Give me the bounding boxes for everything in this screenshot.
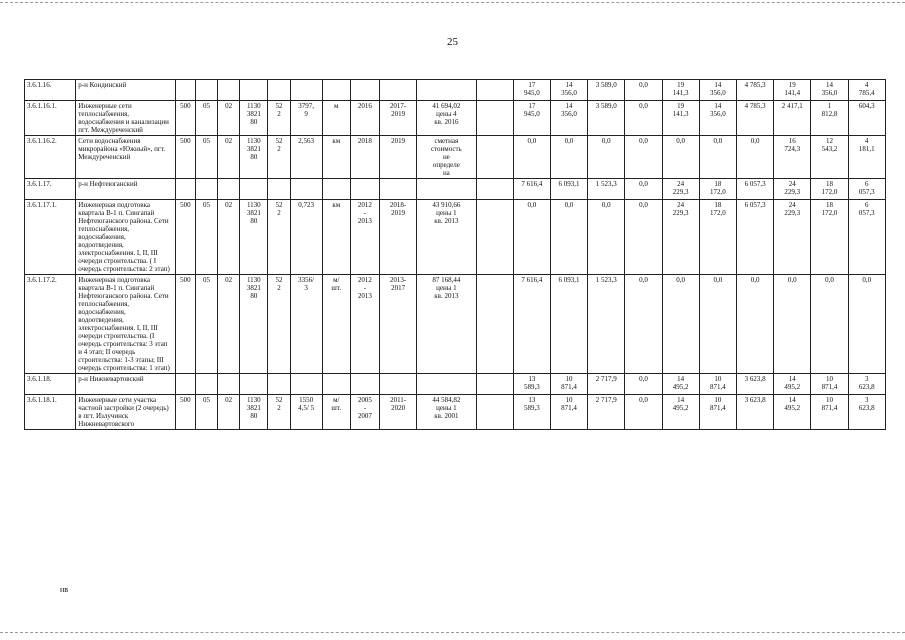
- expense-type-code: 52 2: [268, 395, 290, 430]
- empty-cell: [350, 374, 379, 395]
- row-name: Инженерная подготовка квартала В-1 п. Сингапай Нефтеюганского района. Сети теплоснабжения, водоснабжения, водоотведения, электроснабжения. I, II, III очереди строительства. (I очередь строительства: 3 этап и 4 этап; II очередь строительства: 1-3 этапы; III очередь строительства: 1 этап): [76, 275, 176, 374]
- subsection-code: 02: [218, 136, 240, 179]
- object-row: [25, 275, 886, 374]
- row-code: 3.6.1.18.: [25, 374, 76, 395]
- target-article-code: 1130 3821 80: [240, 395, 268, 430]
- section-code: 05: [195, 200, 217, 275]
- expense-type-code: 52 2: [268, 136, 290, 179]
- empty-cell: [195, 374, 217, 395]
- amount-cell: 10 871,4: [550, 374, 587, 395]
- capacity-value: 0,723: [290, 200, 322, 275]
- amount-cell: 10 871,4: [699, 395, 736, 430]
- empty-cell: [195, 179, 217, 200]
- amount-cell: 3 589,0: [588, 101, 625, 136]
- amount-cell: 0,0: [625, 395, 662, 430]
- budget-table: [24, 79, 886, 430]
- row-name: Инженерные сети теплоснабжения, водоснабжения и канализации пгт. Междуреченский: [76, 101, 176, 136]
- empty-cell: [476, 80, 513, 101]
- amount-cell: 14 495,2: [774, 395, 811, 430]
- amount-cell: 6 093,1: [550, 275, 587, 374]
- amount-cell: 14 356,0: [550, 80, 587, 101]
- chapter-code: 500: [175, 275, 195, 374]
- row-name: р-н Кондинский: [76, 80, 176, 101]
- amount-cell: 0,0: [662, 275, 699, 374]
- empty-cell: [380, 374, 417, 395]
- capacity-unit: м/ шт.: [322, 275, 350, 374]
- estimated-cost: 44 584,82 цены 1 кв. 2001: [417, 395, 476, 430]
- amount-cell: 6 057,3: [848, 179, 885, 200]
- target-article-code: 1130 3821 80: [240, 200, 268, 275]
- row-code: 3.6.1.16.2.: [25, 136, 76, 179]
- capacity-unit: км: [322, 200, 350, 275]
- amount-cell: 1 812,8: [811, 101, 848, 136]
- row-code: 3.6.1.17.1.: [25, 200, 76, 275]
- amount-cell: 3 623,8: [736, 395, 773, 430]
- page-top-edge: [0, 2, 905, 3]
- empty-cell: [417, 179, 476, 200]
- district-row: [25, 179, 886, 200]
- amount-cell: 14 356,0: [699, 101, 736, 136]
- row-name: Сети водоснабжения микрорайона «Южный», пгт. Междуреченский: [76, 136, 176, 179]
- empty-cell: [240, 179, 268, 200]
- page-bottom-edge: [0, 632, 905, 633]
- row-name: р-н Нижневартовский: [76, 374, 176, 395]
- amount-cell: 3 623,8: [848, 374, 885, 395]
- estimated-cost: 43 910,66 цены 1 кв. 2013: [417, 200, 476, 275]
- amount-cell: 10 871,4: [699, 374, 736, 395]
- empty-cell: [218, 80, 240, 101]
- amount-cell: 6 057,3: [736, 200, 773, 275]
- amount-cell: 2 717,9: [588, 395, 625, 430]
- amount-cell: 0,0: [699, 275, 736, 374]
- empty-cell: [175, 374, 195, 395]
- amount-cell: 0,0: [625, 136, 662, 179]
- amount-cell: 13 589,3: [513, 395, 550, 430]
- empty-cell: [322, 80, 350, 101]
- amount-cell: 10 871,4: [550, 395, 587, 430]
- amount-cell: 18 172,0: [811, 200, 848, 275]
- row-code: 3.6.1.18.1.: [25, 395, 76, 430]
- amount-cell: 14 495,2: [662, 374, 699, 395]
- amount-cell: 0,0: [625, 179, 662, 200]
- amount-cell: 604,3: [848, 101, 885, 136]
- empty-cell: [380, 80, 417, 101]
- expense-type-code: 52 2: [268, 200, 290, 275]
- amount-cell: 18 172,0: [699, 200, 736, 275]
- empty-cell: [218, 374, 240, 395]
- amount-cell: 10 871,4: [811, 374, 848, 395]
- construction-period: 2018- 2019: [380, 200, 417, 275]
- construction-period: 2019: [380, 136, 417, 179]
- amount-cell: 14 495,2: [774, 374, 811, 395]
- empty-cell: [268, 374, 290, 395]
- capacity-value: 3356/ 3: [290, 275, 322, 374]
- amount-cell: 3 623,8: [848, 395, 885, 430]
- amount-cell: 0,0: [811, 275, 848, 374]
- amount-cell: 13 589,3: [513, 374, 550, 395]
- capacity-value: 2,563: [290, 136, 322, 179]
- design-year: 2012 - 2013: [350, 200, 379, 275]
- amount-cell: 12 543,2: [811, 136, 848, 179]
- empty-cell: [350, 179, 379, 200]
- empty-cell: [290, 179, 322, 200]
- page-number: 25: [447, 36, 458, 48]
- district-row: [25, 374, 886, 395]
- table-body: [25, 80, 886, 430]
- estimated-cost: 41 694,02 цены 4 кв. 2016: [417, 101, 476, 136]
- row-name: Инженерная подготовка квартала В-1 п. Сингапай Нефтеюганского района. Сети теплоснабжения, водоснабжения, водоотведения, электроснабжения. I, II, III очереди строительства. ( I очередь строительства: 2 этап): [76, 200, 176, 275]
- amount-cell: 17 945,0: [513, 80, 550, 101]
- empty-cell: [322, 179, 350, 200]
- amount-cell: 1 523,3: [588, 275, 625, 374]
- amount-cell: 18 172,0: [811, 179, 848, 200]
- amount-cell: 16 724,3: [774, 136, 811, 179]
- amount-cell: 0,0: [588, 136, 625, 179]
- amount-cell: 3 589,0: [588, 80, 625, 101]
- section-code: 05: [195, 101, 217, 136]
- design-year: 2018: [350, 136, 379, 179]
- empty-cell: [290, 80, 322, 101]
- subsection-code: 02: [218, 200, 240, 275]
- row-name: Инженерные сети участка частной застройки (2 очередь) в пгт. Излучинск Нижневартовского: [76, 395, 176, 430]
- empty-cell: [195, 80, 217, 101]
- empty-cell: [476, 275, 513, 374]
- construction-period: 2017- 2019: [380, 101, 417, 136]
- construction-period: 2011- 2020: [380, 395, 417, 430]
- subsection-code: 02: [218, 395, 240, 430]
- amount-cell: 0,0: [513, 200, 550, 275]
- row-code: 3.6.1.17.2.: [25, 275, 76, 374]
- empty-cell: [476, 136, 513, 179]
- amount-cell: 6 057,3: [736, 179, 773, 200]
- footer-mark: нв: [60, 585, 69, 594]
- amount-cell: 2 417,1: [774, 101, 811, 136]
- empty-cell: [350, 80, 379, 101]
- construction-period: 2013- 2017: [380, 275, 417, 374]
- amount-cell: 0,0: [588, 200, 625, 275]
- amount-cell: 17 945,0: [513, 101, 550, 136]
- amount-cell: 14 356,0: [699, 80, 736, 101]
- amount-cell: 0,0: [550, 200, 587, 275]
- subsection-code: 02: [218, 101, 240, 136]
- row-code: 3.6.1.17.: [25, 179, 76, 200]
- amount-cell: 0,0: [848, 275, 885, 374]
- empty-cell: [476, 374, 513, 395]
- amount-cell: 4 181,1: [848, 136, 885, 179]
- amount-cell: 0,0: [625, 275, 662, 374]
- empty-cell: [268, 80, 290, 101]
- amount-cell: 24 229,3: [774, 179, 811, 200]
- chapter-code: 500: [175, 200, 195, 275]
- design-year: 2005 - 2007: [350, 395, 379, 430]
- subsection-code: 02: [218, 275, 240, 374]
- object-row: [25, 136, 886, 179]
- empty-cell: [476, 395, 513, 430]
- amount-cell: 0,0: [699, 136, 736, 179]
- empty-cell: [417, 80, 476, 101]
- row-code: 3.6.1.16.1.: [25, 101, 76, 136]
- amount-cell: 0,0: [625, 200, 662, 275]
- capacity-value: 3797, 9: [290, 101, 322, 136]
- empty-cell: [322, 374, 350, 395]
- empty-cell: [290, 374, 322, 395]
- capacity-unit: км: [322, 136, 350, 179]
- chapter-code: 500: [175, 395, 195, 430]
- capacity-value: 1550 4,5/ 5: [290, 395, 322, 430]
- section-code: 05: [195, 395, 217, 430]
- amount-cell: 0,0: [625, 80, 662, 101]
- amount-cell: 0,0: [736, 275, 773, 374]
- empty-cell: [175, 179, 195, 200]
- amount-cell: 14 356,0: [550, 101, 587, 136]
- amount-cell: 0,0: [625, 374, 662, 395]
- section-code: 05: [195, 275, 217, 374]
- empty-cell: [476, 101, 513, 136]
- amount-cell: 3 623,8: [736, 374, 773, 395]
- amount-cell: 14 495,2: [662, 395, 699, 430]
- empty-cell: [268, 179, 290, 200]
- object-row: [25, 101, 886, 136]
- amount-cell: 0,0: [662, 136, 699, 179]
- amount-cell: 18 172,0: [699, 179, 736, 200]
- estimated-cost: 87 168,44 цены 1 кв. 2013: [417, 275, 476, 374]
- section-code: 05: [195, 136, 217, 179]
- empty-cell: [240, 374, 268, 395]
- amount-cell: 0,0: [774, 275, 811, 374]
- empty-cell: [380, 179, 417, 200]
- amount-cell: 4 785,3: [736, 80, 773, 101]
- chapter-code: 500: [175, 136, 195, 179]
- row-code: 3.6.1.16.: [25, 80, 76, 101]
- amount-cell: 19 141,4: [774, 80, 811, 101]
- empty-cell: [218, 179, 240, 200]
- row-name: р-н Нефтеюганский: [76, 179, 176, 200]
- amount-cell: 24 229,3: [662, 179, 699, 200]
- target-article-code: 1130 3821 80: [240, 136, 268, 179]
- amount-cell: 0,0: [736, 136, 773, 179]
- chapter-code: 500: [175, 101, 195, 136]
- design-year: 2016: [350, 101, 379, 136]
- amount-cell: 14 356,0: [811, 80, 848, 101]
- empty-cell: [476, 200, 513, 275]
- target-article-code: 1130 3821 80: [240, 101, 268, 136]
- empty-cell: [417, 374, 476, 395]
- amount-cell: 1 523,3: [588, 179, 625, 200]
- object-row: [25, 200, 886, 275]
- amount-cell: 7 616,4: [513, 179, 550, 200]
- capacity-unit: м: [322, 101, 350, 136]
- amount-cell: 0,0: [513, 136, 550, 179]
- empty-cell: [240, 80, 268, 101]
- amount-cell: 19 141,3: [662, 101, 699, 136]
- amount-cell: 24 229,3: [774, 200, 811, 275]
- estimated-cost: сметная стоимость не определе на: [417, 136, 476, 179]
- amount-cell: 4 785,3: [736, 101, 773, 136]
- amount-cell: 10 871,4: [811, 395, 848, 430]
- amount-cell: 6 057,3: [848, 200, 885, 275]
- empty-cell: [175, 80, 195, 101]
- amount-cell: 7 616,4: [513, 275, 550, 374]
- amount-cell: 4 785,4: [848, 80, 885, 101]
- empty-cell: [476, 179, 513, 200]
- amount-cell: 0,0: [625, 101, 662, 136]
- capacity-unit: м/ шт.: [322, 395, 350, 430]
- amount-cell: 0,0: [550, 136, 587, 179]
- expense-type-code: 52 2: [268, 101, 290, 136]
- amount-cell: 6 093,1: [550, 179, 587, 200]
- amount-cell: 19 141,3: [662, 80, 699, 101]
- expense-type-code: 52 2: [268, 275, 290, 374]
- object-row: [25, 395, 886, 430]
- district-row: [25, 80, 886, 101]
- target-article-code: 1130 3821 80: [240, 275, 268, 374]
- amount-cell: 24 229,3: [662, 200, 699, 275]
- design-year: 2012 - 2013: [350, 275, 379, 374]
- amount-cell: 2 717,9: [588, 374, 625, 395]
